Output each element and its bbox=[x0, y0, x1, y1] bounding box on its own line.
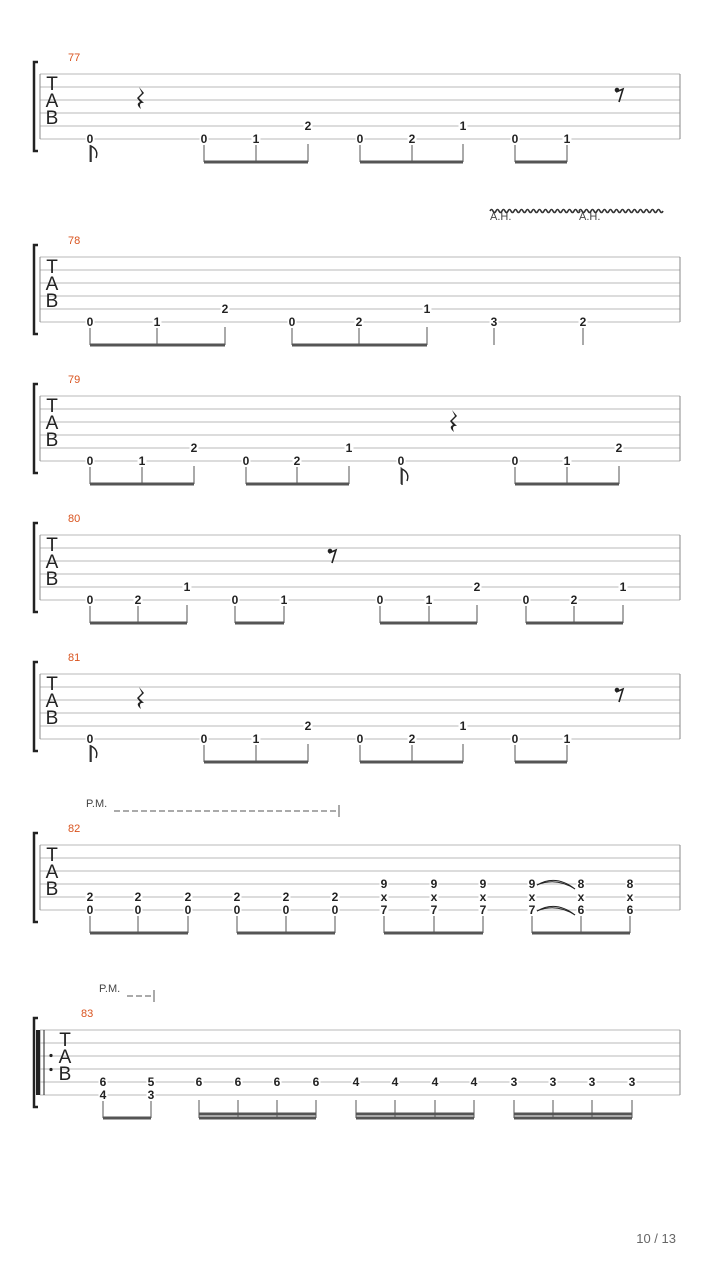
fret-number: 9 bbox=[528, 877, 536, 891]
fret-number: 2 bbox=[473, 580, 481, 594]
fret-number: 2 bbox=[221, 302, 229, 316]
artificial-harmonic-label: A.H. bbox=[490, 211, 512, 223]
fret-number: 0 bbox=[86, 593, 94, 607]
fret-number: 0 bbox=[86, 132, 94, 146]
tab-clef-letter: A bbox=[58, 1047, 72, 1068]
fret-number: 6 bbox=[273, 1075, 281, 1089]
fret-number: 1 bbox=[138, 454, 146, 468]
tab-clef-letter: T bbox=[46, 74, 58, 95]
measure-number: 78 bbox=[68, 235, 81, 247]
fret-number: 1 bbox=[563, 454, 571, 468]
fret-number: 0 bbox=[242, 454, 250, 468]
fret-number: 3 bbox=[588, 1075, 596, 1089]
page-number: 10 / 13 bbox=[636, 1231, 676, 1246]
fret-number: 1 bbox=[459, 719, 467, 733]
flag-note-icon bbox=[402, 469, 408, 485]
fret-number: 1 bbox=[619, 580, 627, 594]
fret-number: 2 bbox=[233, 890, 241, 904]
fret-number: 2 bbox=[134, 593, 142, 607]
fret-number: x bbox=[528, 890, 536, 904]
fret-number: 6 bbox=[195, 1075, 203, 1089]
fret-number: 7 bbox=[380, 903, 388, 917]
tab-clef-letter: A bbox=[45, 552, 59, 573]
fret-number: 3 bbox=[147, 1088, 155, 1102]
system-bracket-icon bbox=[34, 62, 38, 151]
fret-number: 0 bbox=[376, 593, 384, 607]
fret-number: 0 bbox=[200, 132, 208, 146]
tab-system bbox=[34, 513, 680, 623]
measure-number: 80 bbox=[68, 513, 81, 525]
tab-clef-letter: B bbox=[45, 430, 59, 451]
fret-number: 6 bbox=[234, 1075, 242, 1089]
fret-number: 7 bbox=[528, 903, 536, 917]
tab-clef-letter: A bbox=[45, 91, 59, 112]
fret-number: 1 bbox=[563, 132, 571, 146]
fret-number: 0 bbox=[86, 315, 94, 329]
tab-clef-letter: A bbox=[45, 691, 59, 712]
slur-icon bbox=[537, 908, 575, 915]
fret-number: 5 bbox=[147, 1075, 155, 1089]
flag-note-icon bbox=[91, 746, 97, 762]
tab-system bbox=[34, 1008, 680, 1118]
fret-number: 0 bbox=[231, 593, 239, 607]
fret-number: 0 bbox=[511, 132, 519, 146]
fret-number: 2 bbox=[282, 890, 290, 904]
fret-number: 0 bbox=[522, 593, 530, 607]
fret-number: 4 bbox=[470, 1075, 478, 1089]
tab-clef-letter: B bbox=[45, 291, 59, 312]
artificial-harmonic-label: A.H. bbox=[579, 211, 601, 223]
fret-number: 9 bbox=[430, 877, 438, 891]
fret-number: 2 bbox=[184, 890, 192, 904]
palm-mute-label: P.M. bbox=[86, 798, 108, 810]
fret-number: 1 bbox=[345, 441, 353, 455]
measure-number: 77 bbox=[68, 52, 81, 64]
fret-number: 1 bbox=[183, 580, 191, 594]
tab-clef-letter: T bbox=[46, 674, 58, 695]
fret-number: 2 bbox=[579, 315, 587, 329]
fret-number: 6 bbox=[312, 1075, 320, 1089]
fret-number: 2 bbox=[304, 119, 312, 133]
measure-number: 81 bbox=[68, 652, 81, 664]
fret-number: 1 bbox=[425, 593, 433, 607]
fret-number: 7 bbox=[479, 903, 487, 917]
fret-number: 0 bbox=[184, 903, 192, 917]
fret-number: 0 bbox=[86, 454, 94, 468]
fret-number: 0 bbox=[288, 315, 296, 329]
repeat-dot-icon bbox=[49, 1054, 52, 1057]
fret-number: 2 bbox=[134, 890, 142, 904]
fret-number: 0 bbox=[282, 903, 290, 917]
fret-number: 0 bbox=[511, 732, 519, 746]
tab-clef-letter: B bbox=[45, 708, 59, 729]
tab-clef-letter: B bbox=[45, 108, 59, 129]
fret-number: 6 bbox=[626, 903, 634, 917]
fret-number: 0 bbox=[134, 903, 142, 917]
tab-clef-letter: B bbox=[45, 569, 59, 590]
fret-number: 2 bbox=[304, 719, 312, 733]
system-bracket-icon bbox=[34, 384, 38, 473]
fret-number: 2 bbox=[408, 132, 416, 146]
fret-number: 0 bbox=[511, 454, 519, 468]
fret-number: 3 bbox=[628, 1075, 636, 1089]
fret-number: 9 bbox=[380, 877, 388, 891]
repeat-dot-icon bbox=[49, 1068, 52, 1071]
fret-number: 1 bbox=[459, 119, 467, 133]
fret-number: 4 bbox=[431, 1075, 439, 1089]
quarter-rest-icon bbox=[137, 87, 144, 109]
fret-number: 0 bbox=[331, 903, 339, 917]
measure-number: 79 bbox=[68, 374, 81, 386]
fret-number: 1 bbox=[280, 593, 288, 607]
flag-note-icon bbox=[91, 146, 97, 162]
tab-clef-letter: T bbox=[59, 1030, 71, 1051]
system-bracket-icon bbox=[34, 833, 38, 922]
quarter-rest-icon bbox=[450, 410, 457, 432]
tab-clef-letter: T bbox=[46, 396, 58, 417]
fret-number: 2 bbox=[86, 890, 94, 904]
fret-number: 2 bbox=[408, 732, 416, 746]
fret-number: 6 bbox=[577, 903, 585, 917]
fret-number: 2 bbox=[355, 315, 363, 329]
palm-mute-label: P.M. bbox=[99, 983, 121, 995]
tab-clef-letter: A bbox=[45, 862, 59, 883]
fret-number: 4 bbox=[352, 1075, 360, 1089]
fret-number: 1 bbox=[423, 302, 431, 316]
system-bracket-icon bbox=[34, 245, 38, 334]
fret-number: 3 bbox=[510, 1075, 518, 1089]
tab-clef-letter: T bbox=[46, 257, 58, 278]
systems-layer bbox=[34, 52, 680, 1118]
fret-number: 0 bbox=[356, 132, 364, 146]
measure-number: 83 bbox=[81, 1008, 94, 1020]
quarter-rest-icon bbox=[137, 687, 144, 709]
tab-clef-letter: B bbox=[45, 879, 59, 900]
fret-number: 7 bbox=[430, 903, 438, 917]
system-bracket-icon bbox=[34, 523, 38, 612]
fret-number: 3 bbox=[490, 315, 498, 329]
tab-clef-letter: T bbox=[46, 535, 58, 556]
measure-number: 82 bbox=[68, 823, 81, 835]
fret-number: x bbox=[430, 890, 438, 904]
tab-clef-letter: A bbox=[45, 274, 59, 295]
fret-number: 0 bbox=[86, 732, 94, 746]
fret-number: 4 bbox=[99, 1088, 107, 1102]
fret-number: 1 bbox=[153, 315, 161, 329]
fret-number: x bbox=[380, 890, 388, 904]
fret-number: 1 bbox=[252, 732, 260, 746]
fret-number: 3 bbox=[549, 1075, 557, 1089]
fret-number: 2 bbox=[570, 593, 578, 607]
fret-number: 0 bbox=[356, 732, 364, 746]
tab-system bbox=[34, 374, 680, 484]
fret-number: 2 bbox=[615, 441, 623, 455]
tab-clef-letter: B bbox=[58, 1064, 72, 1085]
slur-icon bbox=[537, 882, 575, 889]
fret-number: x bbox=[626, 890, 634, 904]
fret-number: x bbox=[479, 890, 487, 904]
fret-number: 9 bbox=[479, 877, 487, 891]
fret-number: 1 bbox=[563, 732, 571, 746]
fret-number: 0 bbox=[86, 903, 94, 917]
fret-number: 8 bbox=[626, 877, 634, 891]
system-bracket-icon bbox=[34, 662, 38, 751]
fret-number: 0 bbox=[233, 903, 241, 917]
fret-number: 0 bbox=[397, 454, 405, 468]
fret-number: 6 bbox=[99, 1075, 107, 1089]
fret-number: 0 bbox=[200, 732, 208, 746]
fret-number: 2 bbox=[331, 890, 339, 904]
fret-number: 8 bbox=[577, 877, 585, 891]
tab-clef-letter: A bbox=[45, 413, 59, 434]
fret-number: 2 bbox=[293, 454, 301, 468]
fret-number: x bbox=[577, 890, 585, 904]
fret-number: 4 bbox=[391, 1075, 399, 1089]
tab-clef-letter: T bbox=[46, 845, 58, 866]
fret-number: 2 bbox=[190, 441, 198, 455]
fret-number: 1 bbox=[252, 132, 260, 146]
